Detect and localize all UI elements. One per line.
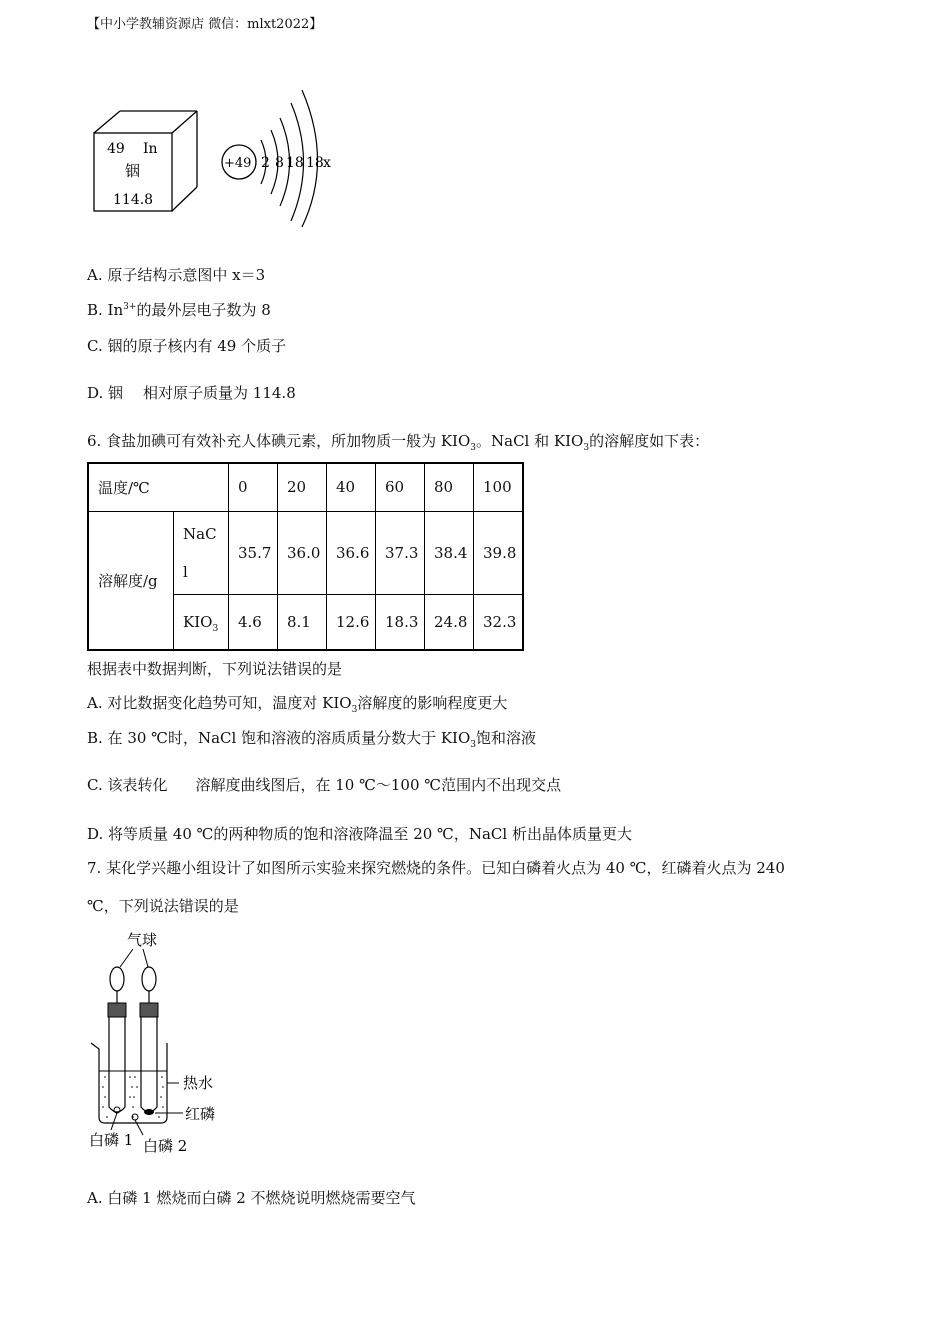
shell-5-count: x: [323, 155, 331, 171]
nacl-label: NaC l: [174, 511, 229, 594]
balloon-label: 气球: [127, 931, 158, 949]
temp-cell: 100: [474, 463, 524, 511]
white-phosphorus-1-label: 白磷 1: [89, 1131, 134, 1149]
nacl-cell: 36.0: [278, 511, 327, 594]
q7-stem-line1: 7. 某化学兴趣小组设计了如图所示实验来探究燃烧的条件。已知白磷着火点为 40 ℃，红磷着火点为 240: [87, 859, 785, 877]
q7-stem-line2: ℃，下列说法错误的是: [87, 897, 239, 915]
table-row: [88, 511, 523, 594]
temp-cell: 20: [278, 463, 327, 511]
shell-4-count: 18: [306, 155, 324, 171]
temp-cell: 40: [327, 463, 376, 511]
red-phosphorus-label: 红磷: [185, 1105, 216, 1123]
q5-option-a: A. 原子结构示意图中 x＝3: [87, 266, 266, 284]
kio3-cell: 32.3: [474, 594, 524, 650]
stopper-right: [140, 1003, 158, 1017]
atomic-number: 49: [107, 141, 125, 157]
combustion-apparatus-diagram: [85, 925, 235, 1160]
kio3-cell: 4.6: [229, 594, 278, 650]
kio3-label: $KIO_3$: [174, 594, 229, 650]
nacl-cell: 35.7: [229, 511, 278, 594]
shell-2-count: 8: [275, 155, 284, 171]
temp-header: 温度/℃: [88, 463, 229, 511]
q6-option-d: D. 将等质量 40 ℃的两种物质的饱和溶液降温至 20 ℃，NaCl 析出晶体质量更大: [87, 825, 632, 843]
temp-cell: 80: [425, 463, 474, 511]
table-row: [88, 463, 523, 511]
q5-option-b: B. $In^{3+}$的最外层电子数为 8: [87, 301, 271, 319]
kio3-cell: 24.8: [425, 594, 474, 650]
solubility-table: [87, 462, 524, 651]
temp-cell: 0: [229, 463, 278, 511]
nucleus-charge: +49: [224, 156, 252, 171]
hot-water-label: 热水: [183, 1074, 214, 1092]
test-tube-right: [141, 1017, 157, 1112]
nacl-cell: 39.8: [474, 511, 524, 594]
q5-option-c: C. 铟的原子核内有 49 个质子: [87, 337, 287, 355]
element-cube: [94, 111, 197, 211]
indium-figure: [85, 85, 345, 230]
balloon-right: [142, 967, 156, 991]
temp-cell: 60: [376, 463, 425, 511]
atomic-mass: 114.8: [113, 192, 154, 208]
red-phosphorus: [144, 1109, 154, 1115]
stopper-left: [108, 1003, 126, 1017]
q5-option-d: D. 铟 相对原子质量为 114.8: [87, 384, 296, 402]
q6-option-b: B. 在 30 ℃时，NaCl 饱和溶液的溶质质量分数大于 $KIO_3$饱和溶液: [87, 729, 537, 750]
solubility-header: 溶解度/g: [88, 511, 174, 650]
q6-option-a: A. 对比数据变化趋势可知，温度对 $KIO_3$溶解度的影响程度更大: [87, 694, 508, 715]
shell-1-count: 2: [261, 155, 270, 171]
kio3-cell: 12.6: [327, 594, 376, 650]
q6-prompt: 根据表中数据判断，下列说法错误的是: [87, 660, 343, 678]
q7-option-a: A. 白磷 1 燃烧而白磷 2 不燃烧说明燃烧需要空气: [87, 1189, 416, 1207]
page-header: 【中小学教辅资源店 微信：mlxt2022】: [87, 17, 323, 32]
kio3-cell: 8.1: [278, 594, 327, 650]
element-name: 铟: [125, 162, 141, 180]
shell-3-count: 18: [286, 155, 304, 171]
kio3-cell: 18.3: [376, 594, 425, 650]
test-tube-left: [109, 1017, 125, 1112]
q6-stem: 6. 食盐加碘可有效补充人体碘元素，所加物质一般为 $KIO_3$。NaCl 和 $KIO_3$的溶解度如下表：: [87, 432, 710, 453]
white-phosphorus-2-label: 白磷 2: [143, 1137, 188, 1155]
q6-option-c: C. 该表转化 溶解度曲线图后，在 10 ℃～100 ℃范围内不出现交点: [87, 776, 562, 794]
nacl-cell: 36.6: [327, 511, 376, 594]
balloon-left: [110, 967, 124, 991]
nacl-cell: 38.4: [425, 511, 474, 594]
nacl-cell: 37.3: [376, 511, 425, 594]
beaker: [91, 1043, 167, 1123]
atomic-structure-diagram: [222, 90, 331, 227]
element-symbol: In: [143, 141, 158, 157]
